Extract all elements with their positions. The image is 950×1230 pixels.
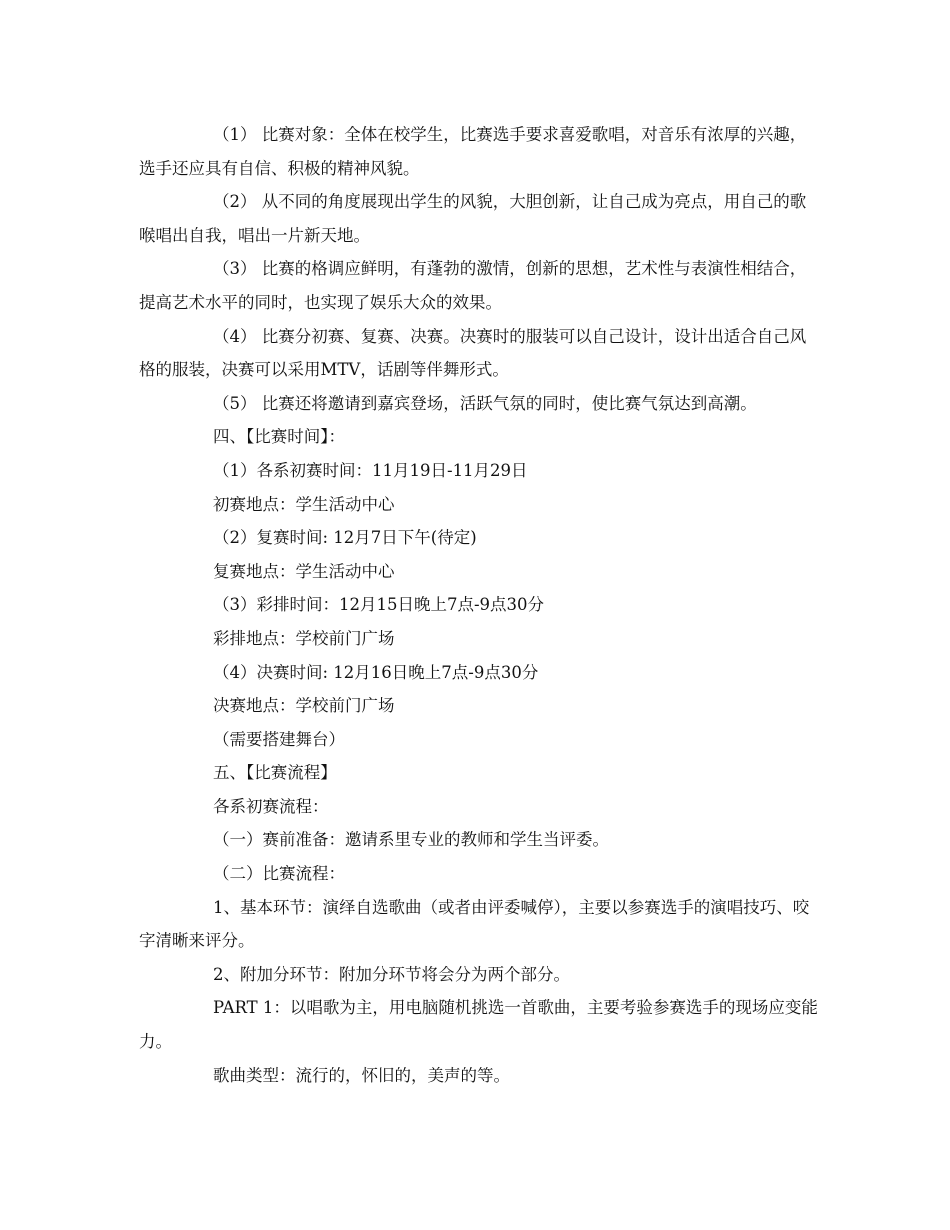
rehearsal-time: （3）彩排时间：12月15日晚上7点-9点30分: [213, 595, 545, 615]
prelim-venue: 初赛地点：学生活动中心: [213, 494, 395, 514]
section-heading-process: 五、【比赛流程】: [213, 763, 337, 783]
final-venue: 决赛地点：学校前门广场: [213, 696, 395, 716]
paragraph-item-2: （2） 从不同的角度展现出学生的风貌，大胆创新，让自己成为亮点，用自己的歌喉唱出自我，唱出一片新天地。: [139, 192, 807, 245]
process-item: （二）比赛流程：: [213, 864, 345, 884]
song-type-paragraph: 歌曲类型：流行的，怀旧的，美声的等。: [213, 1065, 510, 1085]
semifinal-time: （2）复赛时间: 12月7日下午(待定): [213, 528, 477, 548]
paragraph-item-3: （3） 比赛的格调应鲜明，有蓬勃的激情，创新的思想，艺术性与表演性相结合，提高艺术水平的同时，也实现了娱乐大众的效果。: [139, 259, 807, 312]
paragraph-item-5: （5） 比赛还将邀请到嘉宾登场，活跃气氛的同时，使比赛气氛达到高潮。: [213, 393, 757, 413]
bonus-round-paragraph: 2、附加分环节：附加分环节将会分为两个部分。: [213, 964, 570, 984]
preparation-item: （一）赛前准备：邀请系里专业的教师和学生当评委。: [213, 830, 609, 850]
paragraph-item-1: （1） 比赛对象：全体在校学生，比赛选手要求喜爱歌唱，对音乐有浓厚的兴趣，选手还应具有自信、积极的精神风貌。: [139, 125, 807, 178]
basic-round-paragraph: 1、基本环节：演绎自选歌曲（或者由评委喊停），主要以参赛选手的演唱技巧、咬字清晰来评分。: [139, 897, 810, 951]
semifinal-venue: 复赛地点：学生活动中心: [213, 561, 395, 581]
final-time: （4）决赛时间: 12月16日晚上7点-9点30分: [213, 662, 539, 682]
prelim-time: （1）各系初赛时间：11月19日-11月29日: [213, 460, 528, 480]
document-body: [139, 118, 819, 1092]
stage-note: （需要搭建舞台）: [213, 729, 345, 749]
paragraph-item-4: （4） 比赛分初赛、复赛、决赛。决赛时的服装可以自己设计，设计出适合自己风格的服装，决赛可以采用MTV，话剧等伴舞形式。: [139, 326, 807, 380]
prelim-process-heading: 各系初赛流程：: [213, 796, 329, 816]
section-heading-time: 四、【比赛时间】：: [213, 427, 345, 447]
part-one-paragraph: PART 1：以唱歌为主，用电脑随机挑选一首歌曲，主要考验参赛选手的现场应变能力。: [139, 998, 818, 1052]
rehearsal-venue: 彩排地点：学校前门广场: [213, 628, 395, 648]
